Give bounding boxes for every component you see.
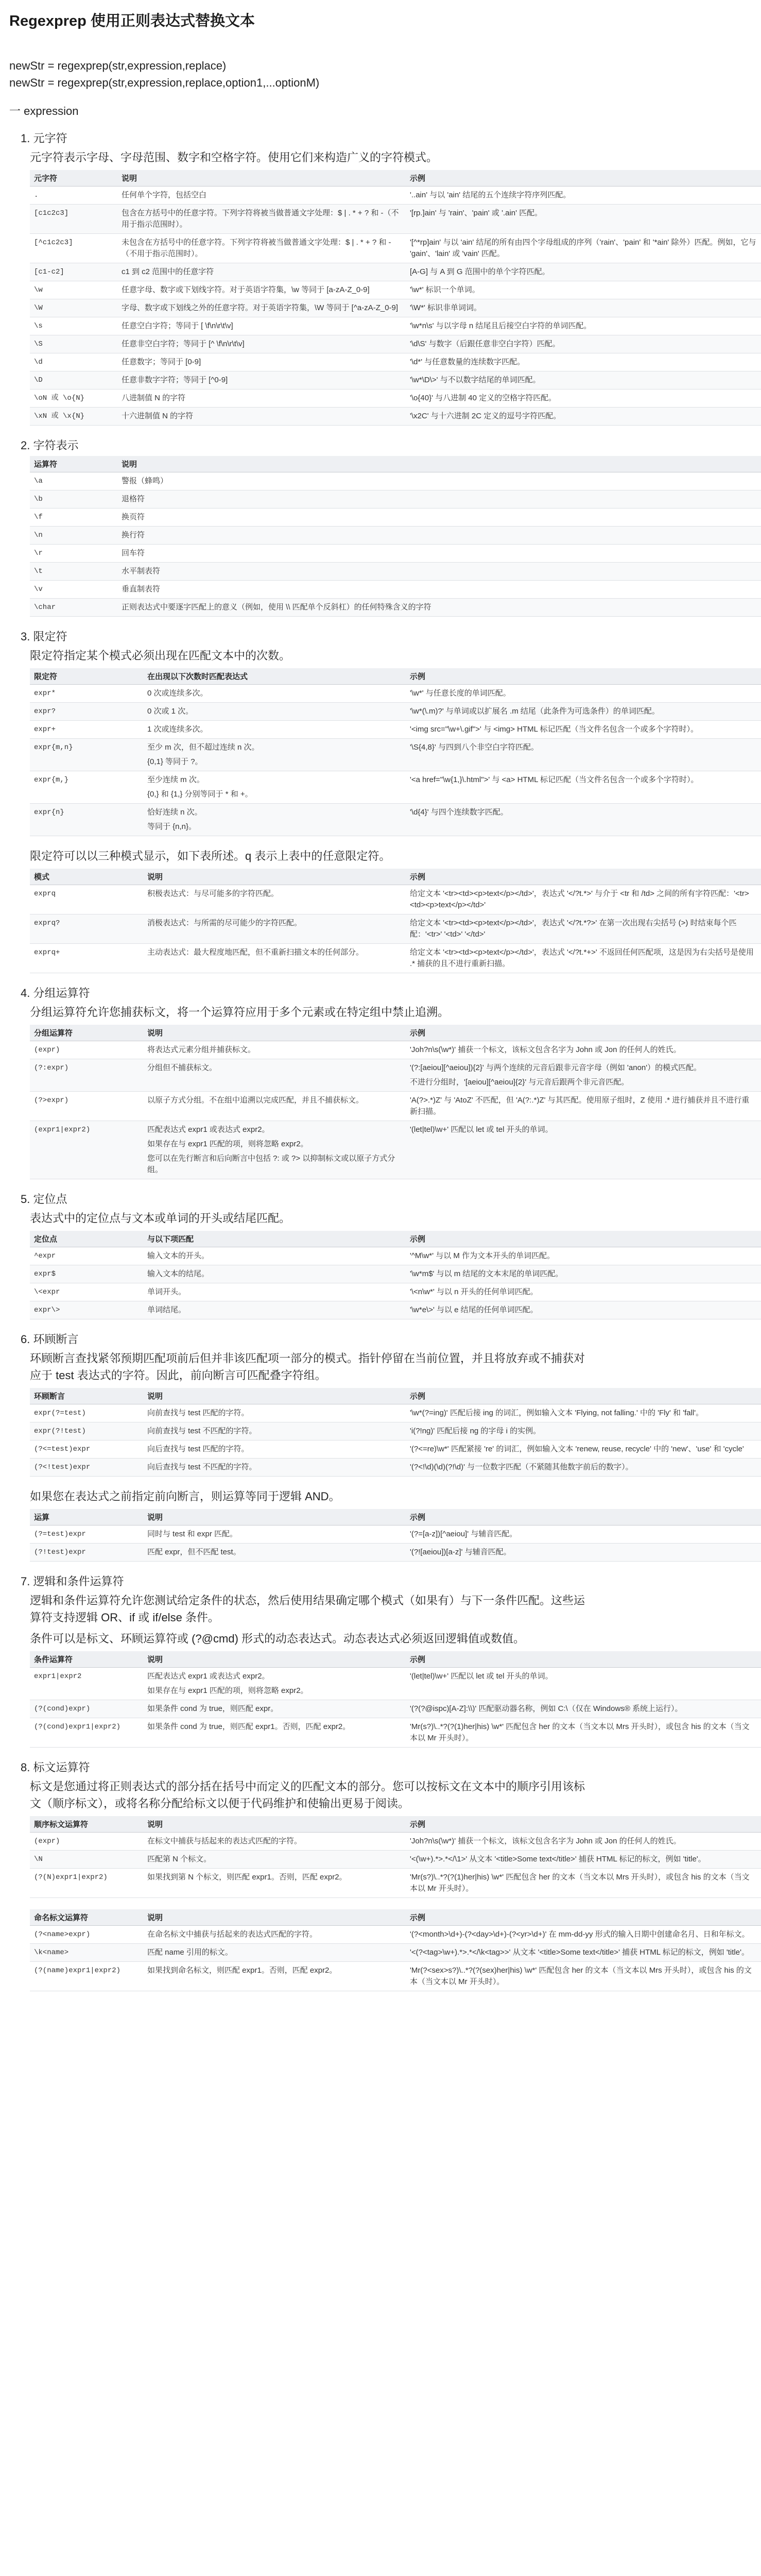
table-cell: [c1c2c3] — [30, 205, 117, 234]
table-cell: \D — [30, 371, 117, 389]
table-cell: 向后查找与 test 不匹配的字符。 — [143, 1459, 406, 1477]
table-row — [30, 804, 761, 836]
table-cell: 'A(?>.*)Z' 与 'AtoZ' 不匹配，但 'A(?:.*)Z' 与其匹配。使用原子组时，Z 使用 .* 进行捕获并且不进行重新扫描。 — [406, 1092, 761, 1121]
table-cell: '^M\w*' 与以 M 作为文本开头的单词匹配。 — [406, 1247, 761, 1265]
cell-note: 如果存在与 expr1 匹配的项，则将忽略 expr2。 — [147, 1686, 308, 1695]
table-header: 示例 — [406, 1816, 761, 1833]
table-row — [30, 263, 761, 281]
table-cell: 1 次或连续多次。 — [143, 721, 406, 739]
table-cell: 'Mr(s?)\..*?(?(1)her|his) \w*' 匹配包含 her 的文本（当文本以 Mrs 开头时），或包含 his 的文本（当文本以 Mr 开头时）。 — [406, 1869, 761, 1898]
table-cell: '(?(?@ispc)[A-Z]:\\)' 匹配驱动器名称，例如 C:\（仅在 Windows® 系统上运行）。 — [406, 1700, 761, 1718]
table-cell: expr(?=test) — [30, 1404, 143, 1422]
table-header: 示例 — [406, 1231, 761, 1247]
section-title: 4. 分组运算符 — [21, 987, 90, 999]
table-header: 说明 — [143, 869, 406, 885]
table-cell: (?<name>expr) — [30, 1926, 143, 1944]
table-row — [30, 1422, 761, 1440]
table-cell: 向前查找与 test 不匹配的字符。 — [143, 1422, 406, 1440]
table-cell: '(let|tel)\w+' 匹配以 let 或 tel 开头的单词。 — [406, 1668, 761, 1700]
table-cell: '\w*' 与任意长度的单词匹配。 — [406, 685, 761, 703]
table-header: 示例 — [406, 1909, 761, 1926]
table-cell: '\w*n\s' 与以字母 n 结尾且后接空白字符的单词匹配。 — [406, 317, 761, 335]
table-header: 命名标文运算符 — [30, 1909, 143, 1926]
table-cell: 'Mr(?<sex>s?)\..*?(?(sex)her|his) \w*' 匹配包含 her 的文本（当文本以 Mrs 开头时），或包含 his 的文本（当文本以 Mr 开头时）。 — [406, 1962, 761, 1991]
table-row — [30, 1718, 761, 1748]
table-cell: 匹配 name 引用的标文。 — [143, 1944, 406, 1962]
table-cell: 回车符 — [117, 545, 761, 563]
table-header: 说明 — [143, 1909, 406, 1926]
syntax-block — [9, 57, 750, 91]
table-cell: \a — [30, 472, 117, 490]
table-row — [30, 472, 761, 490]
table-header: 环顾断言 — [30, 1388, 143, 1404]
table-header: 说明 — [143, 1509, 406, 1526]
table-cell: (expr) — [30, 1833, 143, 1851]
table-row — [30, 1041, 761, 1059]
section-description: 元字符表示字母、字母范围、数字和空格字符。使用它们来构造广义的字符模式。 — [30, 151, 438, 164]
table-row — [30, 490, 761, 509]
section-heading-expression: 一 expression — [9, 105, 79, 117]
table-cell: 换页符 — [117, 509, 761, 527]
table-cell — [143, 739, 406, 771]
table-cell: (?!test)expr — [30, 1544, 143, 1562]
table-row — [30, 1544, 761, 1562]
table-cell: (?(name)expr1|expr2) — [30, 1962, 143, 1991]
table-cell: 水平制表符 — [117, 563, 761, 581]
section-description: 条件可以是标文、环顾运算符或 (?@cmd) 形式的动态表达式。动态表达式必须返回逻辑值或数值。 — [30, 1632, 525, 1645]
ordinal-token-table — [30, 1816, 761, 1898]
table-header: 示例 — [406, 668, 761, 685]
table-cell: 换行符 — [117, 527, 761, 545]
table-cell: 任意非空白字符；等同于 [^ \f\n\r\t\v] — [117, 335, 406, 353]
cell-note: 您可以在先行断言和后向断言中包括 ?: 或 ?> 以抑制标文或以原子方式分组。 — [147, 1154, 395, 1174]
table-cell: 如果找到第 N 个标文，则匹配 expr1。否则，匹配 expr2。 — [143, 1869, 406, 1898]
table-cell: 0 次或 1 次。 — [143, 703, 406, 721]
table-header: 条件运算符 — [30, 1651, 143, 1668]
syntax-line: newStr = regexprep(str,expression,replace,option1,...optionM) — [9, 76, 320, 89]
table-cell: expr\> — [30, 1301, 143, 1319]
table-cell: 任意非数字字符；等同于 [^0-9] — [117, 371, 406, 389]
table-cell: '\x2C' 与十六进制 2C 定义的逗号字符匹配。 — [406, 408, 761, 426]
character-representation-table — [30, 456, 761, 617]
cell-text: '(?:[aeiou][^aeiou]){2}' 与两个连续的元音后跟非元音字母（例如 'anon'）的模式匹配。 — [410, 1063, 702, 1072]
table-header: 示例 — [406, 869, 761, 885]
table-row — [30, 1404, 761, 1422]
table-cell: 在命名标文中捕获与括起来的表达式匹配的字符。 — [143, 1926, 406, 1944]
table-cell: (?:expr) — [30, 1059, 143, 1092]
table-row — [30, 1459, 761, 1477]
table-cell: \<expr — [30, 1283, 143, 1301]
section-description: 标文是您通过将正则表达式的部分括在括号中而定义的匹配文本的部分。您可以按标文在文本中的顺序引用该标文（顺序标文），或将名称分配给标文以便于代码维护和使输出更易于阅读。 — [30, 1780, 585, 1810]
table-header: 示例 — [406, 1025, 761, 1041]
section-grouping-operators — [21, 985, 750, 1179]
table-cell: '\d\S' 与数字（后跟任意非空白字符）匹配。 — [406, 335, 761, 353]
table-header: 在出现以下次数时匹配表达式 — [143, 668, 406, 685]
table-cell: [c1-c2] — [30, 263, 117, 281]
table-cell: \s — [30, 317, 117, 335]
table-cell: '\<n\w*' 与以 n 开头的任何单词匹配。 — [406, 1283, 761, 1301]
table-cell: 输入文本的结尾。 — [143, 1265, 406, 1283]
table-row — [30, 914, 761, 944]
table-cell: (expr1|expr2) — [30, 1121, 143, 1179]
table-cell: ^expr — [30, 1247, 143, 1265]
section-title: 5. 定位点 — [21, 1193, 67, 1206]
table-row — [30, 944, 761, 973]
table-row — [30, 1440, 761, 1459]
table-cell: 向后查找与 test 匹配的字符。 — [143, 1440, 406, 1459]
table-cell: 匹配 expr，但不匹配 test。 — [143, 1544, 406, 1562]
table-cell: . — [30, 187, 117, 205]
table-cell: 字母、数字或下划线之外的任意字符。对于英语字符集，\W 等同于 [^a-zA-Z_0-9] — [117, 299, 406, 317]
page-title: Regexprep 使用正则表达式替换文本 — [9, 13, 255, 29]
table-header: 示例 — [406, 1388, 761, 1404]
table-cell: expr1|expr2 — [30, 1668, 143, 1700]
table-row — [30, 353, 761, 371]
table-row — [30, 1092, 761, 1121]
table-cell: \v — [30, 581, 117, 599]
table-row — [30, 371, 761, 389]
table-cell: 包含在方括号中的任意字符。下列字符将被当做普通文字处理：$ | . * + ? 和 -（不用于指示范围时）。 — [117, 205, 406, 234]
table-row — [30, 389, 761, 408]
table-row — [30, 1926, 761, 1944]
section-description: 分组运算符允许您捕获标文，将一个运算符应用于多个元素或在特定组中禁止追溯。 — [30, 1006, 449, 1019]
table-cell: 积极表达式：与尽可能多的字符匹配。 — [143, 885, 406, 914]
syntax-line: newStr = regexprep(str,expression,replace) — [9, 59, 227, 72]
table-cell: 八进制值 N 的字符 — [117, 389, 406, 408]
table-cell: (?>expr) — [30, 1092, 143, 1121]
section-lookaround — [21, 1331, 750, 1562]
table-cell: expr{m,n} — [30, 739, 143, 771]
named-token-table — [30, 1909, 761, 1991]
table-cell: (?<=test)expr — [30, 1440, 143, 1459]
table-cell: 在标文中捕获与括起来的表达式匹配的字符。 — [143, 1833, 406, 1851]
table-row — [30, 234, 761, 263]
table-cell: 'Joh?n\s(\w*)' 捕获一个标文，该标文包含名字为 John 或 Jon 的任何人的姓氏。 — [406, 1041, 761, 1059]
table-header: 运算 — [30, 1509, 143, 1526]
table-cell: expr{n} — [30, 804, 143, 836]
table-cell: \d — [30, 353, 117, 371]
section-anchors — [21, 1191, 750, 1319]
section-logical-conditional — [21, 1573, 750, 1748]
cell-note: {0,} 和 {1,} 分别等同于 * 和 +。 — [147, 790, 253, 799]
table-header: 分组运算符 — [30, 1025, 143, 1041]
table-row — [30, 685, 761, 703]
table-cell: '\d{4}' 与四个连续数字匹配。 — [406, 804, 761, 836]
table-row — [30, 1283, 761, 1301]
cell-note: 不进行分组时，'[aeiou][^aeiou]{2}' 与元音后跟两个非元音匹配。 — [410, 1078, 629, 1087]
table-row — [30, 205, 761, 234]
table-cell: \oN 或 \o{N} — [30, 389, 117, 408]
table-cell: 向前查找与 test 匹配的字符。 — [143, 1404, 406, 1422]
lookahead-and-intro: 如果您在表达式之前指定前向断言，则运算等同于逻辑 AND。 — [30, 1490, 340, 1503]
section-metacharacters — [21, 130, 756, 426]
table-header: 示例 — [406, 170, 761, 187]
table-cell — [143, 1668, 406, 1700]
quantifier-table — [30, 668, 761, 836]
cell-text: 匹配表达式 expr1 或表达式 expr2。 — [147, 1125, 270, 1134]
table-cell: 未包含在方括号中的任意字符。下列字符将被当做普通文字处理：$ | . * + ? 和 -（不用于指示范围时）。 — [117, 234, 406, 263]
quantifier-modes-intro: 限定符可以以三种模式显示，如下表所述。q 表示上表中的任意限定符。 — [30, 850, 391, 862]
table-cell: '\w*m$' 与以 m 结尾的文本末尾的单词匹配。 — [406, 1265, 761, 1283]
table-cell: \k<name> — [30, 1944, 143, 1962]
table-cell: \w — [30, 281, 117, 299]
table-header: 说明 — [143, 1025, 406, 1041]
table-row — [30, 408, 761, 426]
table-cell: 给定文本 '<tr><td><p>text</p></td>'，表达式 '</?t.*?>' 在第一次出现右尖括号 (>) 时结束每个匹配：'<tr>' '<td>' '</td>' — [406, 914, 761, 944]
table-header: 与以下项匹配 — [143, 1231, 406, 1247]
table-row — [30, 739, 761, 771]
table-cell: '[rp.]ain' 与 'rain'、'pain' 或 '.ain' 匹配。 — [406, 205, 761, 234]
table-cell: 0 次或连续多次。 — [143, 685, 406, 703]
section-title: 7. 逻辑和条件运算符 — [21, 1575, 124, 1588]
table-cell — [143, 771, 406, 804]
table-cell: \n — [30, 527, 117, 545]
table-row — [30, 599, 761, 617]
table-cell: \S — [30, 335, 117, 353]
grouping-table — [30, 1025, 761, 1179]
table-cell: 将表达式元素分组并捕获标文。 — [143, 1041, 406, 1059]
table-header: 顺序标文运算符 — [30, 1816, 143, 1833]
table-cell: '\o{40}' 与八进制 40 定义的空格字符匹配。 — [406, 389, 761, 408]
table-cell: 退格符 — [117, 490, 761, 509]
table-cell: \xN 或 \x{N} — [30, 408, 117, 426]
table-cell: '\w*e\>' 与以 e 结尾的任何单词匹配。 — [406, 1301, 761, 1319]
table-cell: '..ain' 与以 'ain' 结尾的五个连续字符序列匹配。 — [406, 187, 761, 205]
table-cell: '<a href="\w{1,}\.html">' 与 <a> HTML 标记匹配（当文件名包含一个或多个字符时）。 — [406, 771, 761, 804]
table-cell: (?(cond)expr) — [30, 1700, 143, 1718]
table-header: 定位点 — [30, 1231, 143, 1247]
table-cell: '\S{4,8}' 与四到八个非空白字符匹配。 — [406, 739, 761, 771]
section-title: 8. 标文运算符 — [21, 1761, 90, 1774]
table-cell — [143, 804, 406, 836]
table-cell: \b — [30, 490, 117, 509]
table-cell: '\w*\D\>' 与不以数字结尾的单词匹配。 — [406, 371, 761, 389]
table-row — [30, 281, 761, 299]
table-cell: expr$ — [30, 1265, 143, 1283]
table-cell: 'i(?!ng)' 匹配后接 ng 的字母 i 的实例。 — [406, 1422, 761, 1440]
section-description: 表达式中的定位点与文本或单词的开头或结尾匹配。 — [30, 1212, 291, 1225]
table-cell: 正则表达式中要逐字匹配上的意义（例如，使用 \\ 匹配单个反斜杠）的任何特殊含义的字符 — [117, 599, 761, 617]
table-header: 说明 — [143, 1651, 406, 1668]
table-header: 元字符 — [30, 170, 117, 187]
table-row — [30, 1526, 761, 1544]
section-title: 1. 元字符 — [21, 132, 67, 145]
cell-note: 等同于 {n,n}。 — [147, 822, 197, 831]
table-cell: \t — [30, 563, 117, 581]
table-row — [30, 527, 761, 545]
table-cell: '(?![aeiou])[a-z]' 与辅音匹配。 — [406, 1544, 761, 1562]
table-row — [30, 545, 761, 563]
table-cell: '\W*' 标识非单词词。 — [406, 299, 761, 317]
table-cell: 任何单个字符，包括空白 — [117, 187, 406, 205]
table-cell: 分组但不捕获标文。 — [143, 1059, 406, 1092]
table-cell: 同时与 test 和 expr 匹配。 — [143, 1526, 406, 1544]
table-cell: 匹配第 N 个标文。 — [143, 1851, 406, 1869]
table-row — [30, 1668, 761, 1700]
table-cell: expr* — [30, 685, 143, 703]
table-row — [30, 335, 761, 353]
section-token-operators — [21, 1759, 752, 1991]
table-cell: '\w*(\.m)?' 与单词或以扩展名 .m 结尾（此条件为可选条件）的单词匹配。 — [406, 703, 761, 721]
table-cell: '(?=[a-z])[^aeiou]' 与辅音匹配。 — [406, 1526, 761, 1544]
table-row — [30, 1851, 761, 1869]
table-row — [30, 1944, 761, 1962]
table-cell: '(?<=re)\w*' 匹配紧接 're' 的词汇，例如输入文本 'renew, reuse, recycle' 中的 'new'、'use' 和 'cycle' — [406, 1440, 761, 1459]
table-header: 说明 — [117, 170, 406, 187]
table-cell: (?(cond)expr1|expr2) — [30, 1718, 143, 1748]
table-cell: 'Mr(s?)\..*?(?(1)her|his) \w*' 匹配包含 her 的文本（当文本以 Mrs 开头时），或包含 his 的文本（当文本以 Mr 开头时）。 — [406, 1718, 761, 1748]
cell-text: 恰好连续 n 次。 — [147, 808, 202, 817]
table-cell — [143, 1121, 406, 1179]
table-header: 说明 — [143, 1388, 406, 1404]
table-cell: '<img src="\w+\.gif">' 与 <img> HTML 标记匹配（当文件名包含一个或多个字符时）。 — [406, 721, 761, 739]
table-cell — [406, 1059, 761, 1092]
table-cell: '(let|tel)\w+' 匹配以 let 或 tel 开头的单词。 — [406, 1121, 761, 1179]
table-cell: '\d*' 与任意数量的连续数字匹配。 — [406, 353, 761, 371]
table-row — [30, 1059, 761, 1092]
table-cell: '<(\w+).*>.*</\1>' 从文本 '<title>Some text</title>' 捕获 HTML 标记的标文，例如 'title'。 — [406, 1851, 761, 1869]
table-row — [30, 299, 761, 317]
table-cell: 输入文本的开头。 — [143, 1247, 406, 1265]
table-header: 说明 — [143, 1816, 406, 1833]
table-row — [30, 1962, 761, 1991]
table-cell: expr{m,} — [30, 771, 143, 804]
table-cell: c1 到 c2 范围中的任意字符 — [117, 263, 406, 281]
table-cell: 'Joh?n\s(\w*)' 捕获一个标文，该标文包含名字为 John 或 Jon 的任何人的姓氏。 — [406, 1833, 761, 1851]
section-quantifiers — [21, 628, 754, 973]
logical-and-table — [30, 1509, 761, 1562]
table-row — [30, 703, 761, 721]
table-cell: expr(?!test) — [30, 1422, 143, 1440]
table-row — [30, 509, 761, 527]
table-cell: '[^*rp]ain' 与以 'ain' 结尾的所有由四个字母组成的序列（'rain'、'pain' 和 '*ain' 除外）匹配。例如，它与 'gain'、'lain' 或 'vain' 匹配。 — [406, 234, 761, 263]
cell-note: 如果存在与 expr1 匹配的项，则将忽略 expr2。 — [147, 1140, 308, 1148]
table-cell: (expr) — [30, 1041, 143, 1059]
table-cell: (?<!test)expr — [30, 1459, 143, 1477]
conditional-table — [30, 1651, 761, 1748]
table-row — [30, 317, 761, 335]
table-row — [30, 1121, 761, 1179]
cell-note: {0,1} 等同于 ?。 — [147, 757, 203, 766]
table-cell: 任意空白字符；等同于 [ \f\n\r\t\v] — [117, 317, 406, 335]
table-cell: 如果条件 cond 为 true，则匹配 expr。 — [143, 1700, 406, 1718]
table-row — [30, 581, 761, 599]
table-row — [30, 771, 761, 804]
table-cell: '<(?<tag>\w+).*>.*</\k<tag>>' 从文本 '<title>Some text</title>' 捕获 HTML 标记的标文，例如 'title'。 — [406, 1944, 761, 1962]
table-cell: \char — [30, 599, 117, 617]
cell-text: 至少连续 m 次。 — [147, 775, 204, 784]
anchor-table — [30, 1231, 761, 1319]
table-cell: 以原子方式分组。不在组中追溯以完成匹配，并且不捕获标文。 — [143, 1092, 406, 1121]
table-cell: 单词开头。 — [143, 1283, 406, 1301]
table-cell: [A-G] 与 A 到 G 范围中的单个字符匹配。 — [406, 263, 761, 281]
table-cell: 如果找到命名标文，则匹配 expr1。否则，匹配 expr2。 — [143, 1962, 406, 1991]
section-title: 3. 限定符 — [21, 630, 67, 643]
table-header: 运算符 — [30, 456, 117, 472]
table-header: 限定符 — [30, 668, 143, 685]
table-cell: 如果条件 cond 为 true，则匹配 expr1。否则，匹配 expr2。 — [143, 1718, 406, 1748]
table-row — [30, 1265, 761, 1283]
cell-text: 至少 m 次，但不超过连续 n 次。 — [147, 743, 260, 752]
table-cell: '\w*' 标识一个单词。 — [406, 281, 761, 299]
section-description: 环顾断言查找紧邻预期匹配项前后但并非该匹配项一部分的模式。指针停留在当前位置，并且将放弃或不捕获对应于 test 表达式的字符。因此，前向断言可匹配叠字符组。 — [30, 1352, 585, 1382]
table-cell: 任意数字；等同于 [0-9] — [117, 353, 406, 371]
table-cell: '\w*(?=ing)' 匹配后接 ing 的词汇，例如输入文本 'Flying, not falling.' 中的 'Fly' 和 'fall'。 — [406, 1404, 761, 1422]
table-header: 示例 — [406, 1651, 761, 1668]
quantifier-modes-table — [30, 869, 761, 973]
table-cell: \f — [30, 509, 117, 527]
table-cell: expr+ — [30, 721, 143, 739]
table-row — [30, 187, 761, 205]
table-cell: \N — [30, 1851, 143, 1869]
table-cell: exprq? — [30, 914, 143, 944]
table-row — [30, 721, 761, 739]
section-description: 限定符指定某个模式必须出现在匹配文本中的次数。 — [30, 649, 291, 662]
table-cell: \W — [30, 299, 117, 317]
table-cell: '(?<!\d)(\d)(?!\d)' 与一位数字匹配（不紧随其他数字前后的数字）。 — [406, 1459, 761, 1477]
table-header: 模式 — [30, 869, 143, 885]
table-row — [30, 1700, 761, 1718]
table-cell: [^c1c2c3] — [30, 234, 117, 263]
table-cell: 给定文本 '<tr><td><p>text</p></td>'，表达式 '</?t.*>' 与介于 <tr 和 /td> 之间的所有字符匹配：'<tr><td><p>text</p></td>' — [406, 885, 761, 914]
table-cell: expr? — [30, 703, 143, 721]
table-cell: 给定文本 '<tr><td><p>text</p></td>'，表达式 '</?t.*+>' 不返回任何匹配项，这是因为右尖括号是使用 .* 捕获的且不进行重新扫描。 — [406, 944, 761, 973]
table-cell: '(?<month>\d+)-(?<day>\d+)-(?<yr>\d+)' 在 mm-dd-yy 形式的输入日期中创建命名月、日和年标文。 — [406, 1926, 761, 1944]
section-title: 6. 环顾断言 — [21, 1333, 79, 1346]
table-cell: 十六进制值 N 的字符 — [117, 408, 406, 426]
section-character-representation — [21, 437, 750, 617]
table-row — [30, 1301, 761, 1319]
table-cell: 主动表达式：最大程度地匹配，但不重新扫描文本的任何部分。 — [143, 944, 406, 973]
table-row — [30, 1833, 761, 1851]
cell-text: 匹配表达式 expr1 或表达式 expr2。 — [147, 1672, 270, 1681]
table-cell: 消极表达式：与所需的尽可能少的字符匹配。 — [143, 914, 406, 944]
section-description: 逻辑和条件运算符允许您测试给定条件的状态，然后使用结果确定哪个模式（如果有）与下一条件匹配。这些运算符支持逻辑 OR、if 或 if/else 条件。 — [30, 1594, 585, 1624]
table-row — [30, 563, 761, 581]
table-row — [30, 1247, 761, 1265]
table-row — [30, 1869, 761, 1898]
table-header: 示例 — [406, 1509, 761, 1526]
table-cell: 任意字母、数字或下划线字符。对于英语字符集，\w 等同于 [a-zA-Z_0-9] — [117, 281, 406, 299]
table-header: 说明 — [117, 456, 761, 472]
table-row — [30, 885, 761, 914]
table-cell: \r — [30, 545, 117, 563]
lookaround-table — [30, 1388, 761, 1477]
table-cell: 垂直制表符 — [117, 581, 761, 599]
table-cell: exprq — [30, 885, 143, 914]
table-cell: exprq+ — [30, 944, 143, 973]
table-cell: 警报（蜂鸣） — [117, 472, 761, 490]
metacharacter-table — [30, 170, 761, 426]
table-cell: 单词结尾。 — [143, 1301, 406, 1319]
section-title: 2. 字符表示 — [21, 439, 79, 452]
table-cell: (?(N)expr1|expr2) — [30, 1869, 143, 1898]
table-cell: (?=test)expr — [30, 1526, 143, 1544]
